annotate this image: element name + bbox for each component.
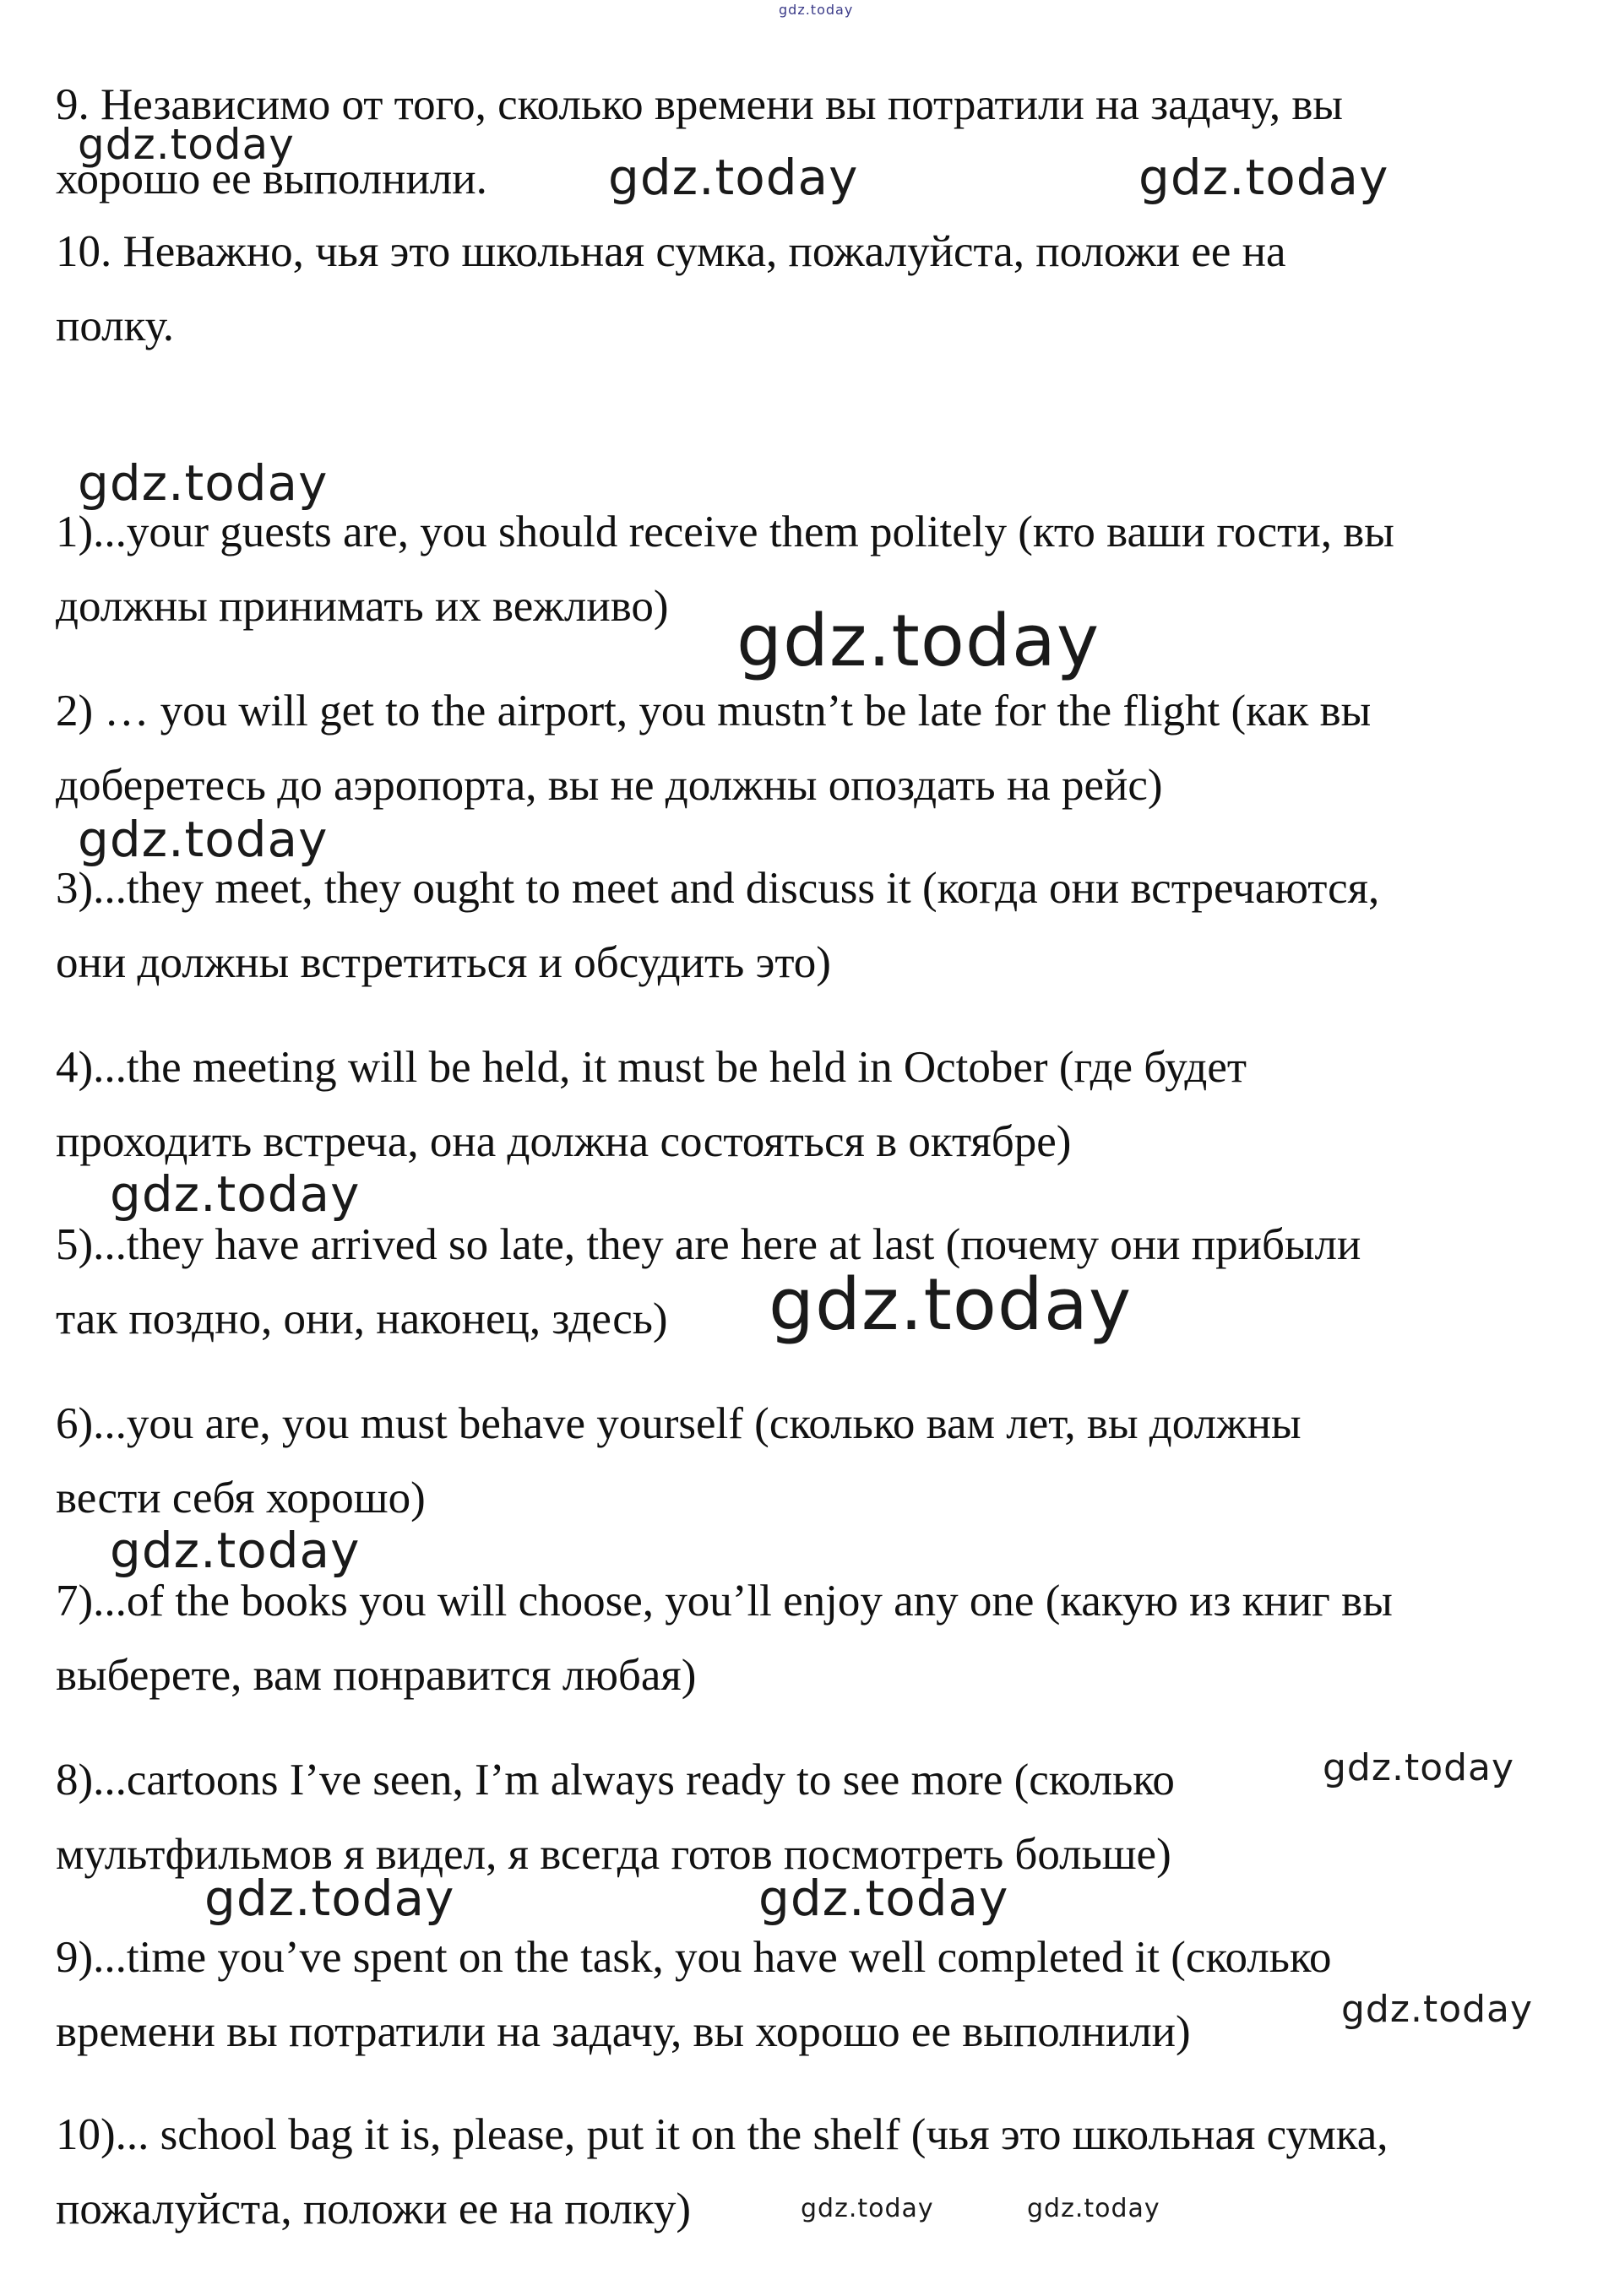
- watermark: gdz.today: [758, 1870, 1009, 1927]
- answer-4-line-1: 4)...the meeting will be held, it must be held in October (где будет: [56, 1043, 1247, 1092]
- watermark: gdz.today: [110, 1165, 361, 1223]
- answer-7-line-1: 7)...of the books you will choose, you’ll enjoy any one (какую из книг вы: [56, 1577, 1393, 1626]
- watermark: gdz.today: [1323, 1746, 1515, 1789]
- answer-6-line-1: 6)...you are, you must behave yourself (сколько вам лет, вы должны: [56, 1399, 1302, 1448]
- answer-5-line-2: так поздно, они, наконец, здесь): [56, 1295, 668, 1343]
- answer-9-line-2: времени вы потратили на задачу, вы хорошо ее выполнили): [56, 2007, 1191, 2056]
- watermark: gdz.today: [78, 120, 295, 169]
- watermark: gdz.today: [78, 811, 329, 868]
- text-line-1: 9. Независимо от того, сколько времени вы потратили на задачу, вы: [56, 80, 1344, 129]
- answer-7-line-2: выберете, вам понравится любая): [56, 1651, 697, 1700]
- watermark: gdz.today: [769, 1263, 1133, 1347]
- text-line-4: полку.: [56, 301, 175, 350]
- answer-5-line-1: 5)...they have arrived so late, they are here at last (почему они прибыли: [56, 1220, 1361, 1269]
- watermark: gdz.today: [608, 149, 859, 206]
- answer-3-line-1: 3)...they meet, they ought to meet and discuss it (когда они встречаются,: [56, 864, 1380, 913]
- watermark: gdz.today: [110, 1522, 361, 1579]
- watermark: gdz.today: [204, 1870, 455, 1927]
- watermark: gdz.today: [78, 454, 329, 512]
- text-line-3: 10. Неважно, чья это школьная сумка, пожалуйста, положи ее на: [56, 227, 1286, 276]
- header-watermark: gdz.today: [779, 2, 854, 18]
- answer-1-line-1: 1)...your guests are, you should receive them politely (кто ваши гости, вы: [56, 508, 1394, 556]
- watermark: gdz.today: [736, 600, 1100, 683]
- answer-6-line-2: вести себя хорошо): [56, 1474, 426, 1523]
- answer-10-line-1: 10)... school bag it is, please, put it on the shelf (чья это школьная сумка,: [56, 2110, 1388, 2159]
- answer-8-line-2: мультфильмов я видел, я всегда готов посмотреть больше): [56, 1830, 1171, 1879]
- watermark: gdz.today: [1027, 2194, 1160, 2223]
- answer-9-line-1: 9)...time you’ve spent on the task, you have well completed it (сколько: [56, 1933, 1332, 1982]
- answer-2-line-1: 2) … you will get to the airport, you mustn’t be late for the flight (как вы: [56, 687, 1372, 735]
- watermark: gdz.today: [1138, 149, 1389, 206]
- watermark: gdz.today: [1341, 1988, 1534, 2031]
- answer-1-line-2: должны принимать их вежливо): [56, 582, 669, 631]
- answer-10-line-2: пожалуйста, положи ее на полку): [56, 2185, 692, 2234]
- text-line-2: хорошо ее выполнили.: [56, 155, 487, 204]
- answer-8-line-1: 8)...cartoons I’ve seen, I’m always ready to see more (сколько: [56, 1756, 1175, 1805]
- answer-2-line-2: доберетесь до аэропорта, вы не должны опоздать на рейс): [56, 761, 1163, 810]
- answer-3-line-2: они должны встретиться и обсудить это): [56, 938, 831, 987]
- watermark: gdz.today: [801, 2194, 934, 2223]
- answer-4-line-2: проходить встреча, она должна состояться в октябре): [56, 1117, 1072, 1166]
